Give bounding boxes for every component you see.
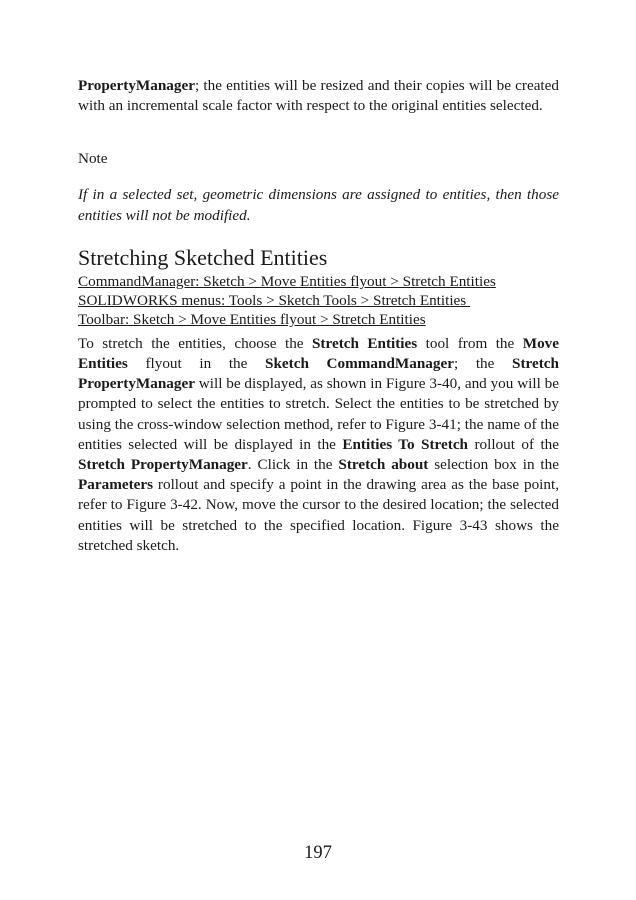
spacer xyxy=(78,116,559,149)
spacer xyxy=(78,169,559,185)
body-text: flyout in the xyxy=(127,355,266,373)
body-paragraph xyxy=(78,334,559,556)
body-text: . Click in the xyxy=(247,456,339,474)
page-number: 197 xyxy=(304,843,332,863)
note-text: If in a selected set, geometric dimensions are assigned to entities, then those entities will not be modified. xyxy=(78,186,559,224)
page-content xyxy=(78,76,559,556)
command-path-commandmanager: CommandManager: Sketch > Move Entities flyout > Stretch Entities xyxy=(78,272,496,290)
body-bold: Stretch PropertyManager xyxy=(78,355,559,393)
body-text: ; the xyxy=(453,355,513,373)
body-bold: Stretch Entities xyxy=(311,334,418,352)
body-text: tool from the xyxy=(417,334,523,352)
spacer xyxy=(78,226,559,245)
intro-text: ; the entities will be resized and their copies will be created with an incremental scale factor with respect to the original entities selected. xyxy=(78,77,559,115)
body-bold: Sketch CommandManager xyxy=(265,355,454,373)
note-label: Note xyxy=(78,150,108,168)
body-bold: Stretch PropertyManager xyxy=(78,456,248,474)
intro-paragraph xyxy=(78,76,559,116)
command-path-menus: SOLIDWORKS menus: Tools > Sketch Tools > Stretch Entities xyxy=(78,291,471,309)
body-bold: Parameters xyxy=(78,476,154,494)
command-path-toolbar: Toolbar: Sketch > Move Entities flyout > Stretch Entities xyxy=(78,310,426,328)
section-heading: Stretching Sketched Entities xyxy=(78,244,328,270)
body-bold: Stretch about xyxy=(338,456,429,474)
body-bold: Entities To Stretch xyxy=(342,435,469,453)
body-text: rollout of the xyxy=(468,435,560,453)
body-bold: Move Entities xyxy=(78,334,559,373)
intro-bold-lead: PropertyManager xyxy=(78,77,195,94)
body-text: To stretch the entities, choose the xyxy=(78,334,312,352)
body-text: will be displayed, as shown in Figure 3-40, and you will be prompted to select the entities to stretch. Select the entities to be stretched by using the cross-window selection method, refer to Figure 3-41; the name of the entities selected will be displayed in the xyxy=(78,375,559,453)
body-text: selection box in the xyxy=(428,456,559,474)
body-text: rollout and specify a point in the drawing area as the base point, refer to Figure 3-42. Now, move the cursor to the desired location; the selected entities will be stretched to the specified location. Figure 3-43 shows the stretched sketch. xyxy=(78,476,559,554)
